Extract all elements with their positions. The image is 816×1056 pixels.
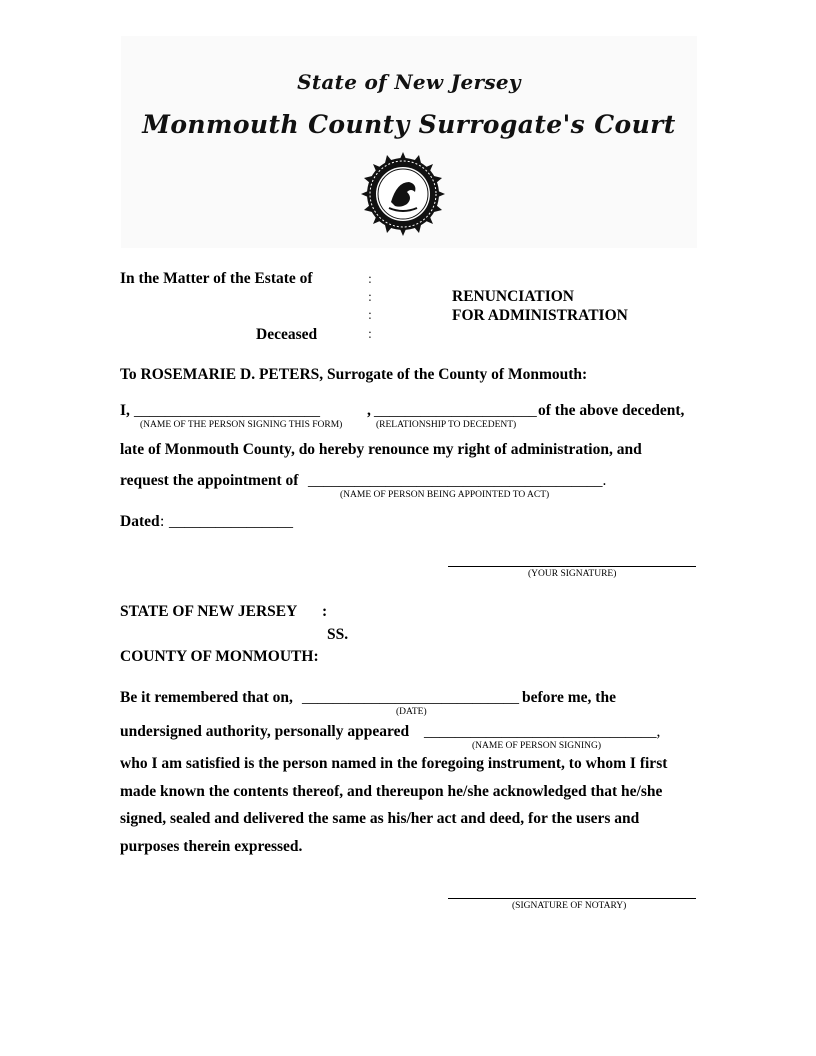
i-label: I,: [120, 402, 130, 419]
your-signature-line[interactable]: [448, 566, 696, 567]
notary-state: STATE OF NEW JERSEY: [120, 603, 298, 620]
notary-date-caption: (DATE): [396, 707, 427, 717]
county-seal-icon: [361, 152, 445, 236]
notary-county: COUNTY OF MONMOUTH:: [120, 648, 319, 665]
signer-name-caption: (NAME OF THE PERSON SIGNING THIS FORM): [140, 420, 343, 430]
before-me-text: before me, the: [522, 689, 616, 706]
relationship-caption: (RELATIONSHIP TO DECEDENT): [376, 420, 517, 430]
notary-signature-caption: (SIGNATURE OF NOTARY): [512, 901, 627, 911]
your-signature-caption: (YOUR SIGNATURE): [528, 569, 617, 579]
form-title-line2: FOR ADMINISTRATION: [452, 307, 628, 324]
caption-colon: :: [368, 272, 372, 287]
renounce-line: late of Monmouth County, do hereby renounce my right of administration, and: [120, 441, 642, 458]
comma: ,: [367, 402, 371, 419]
caption-colon: :: [368, 327, 372, 342]
notary-date-field[interactable]: ____________________________: [302, 689, 519, 706]
notary-ss: SS.: [327, 626, 349, 643]
signer-name-field[interactable]: ________________________: [134, 402, 320, 419]
signer-caption: (NAME OF PERSON SIGNING): [472, 741, 602, 751]
appeared-text: undersigned authority, personally appeared: [120, 723, 410, 740]
signer-field[interactable]: ______________________________,: [424, 723, 661, 740]
dated-label: Dated: [120, 513, 160, 530]
notary-paragraph-line: made known the contents thereof, and thereupon he/she acknowledged that he/she: [120, 783, 663, 800]
deceased-label: Deceased: [256, 326, 318, 343]
appointee-caption: (NAME OF PERSON BEING APPOINTED TO ACT): [340, 490, 550, 500]
appointee-field[interactable]: ______________________________________.: [308, 472, 607, 489]
notary-state-colon: :: [322, 603, 328, 620]
caption-colon: :: [368, 308, 372, 323]
notary-paragraph-line: signed, sealed and delivered the same as his/her act and deed, for the users and: [120, 810, 640, 827]
notary-signature-line[interactable]: [448, 898, 696, 899]
to-surrogate-line: To ROSEMARIE D. PETERS, Surrogate of the County of Monmouth:: [120, 366, 588, 383]
request-label: request the appointment of: [120, 472, 299, 489]
state-title: State of New Jersey: [297, 70, 521, 94]
dated-field[interactable]: ________________: [169, 513, 293, 530]
remembered-text: Be it remembered that on,: [120, 689, 293, 706]
relationship-field[interactable]: _____________________: [374, 402, 537, 419]
caption-colon: :: [368, 290, 372, 305]
dated-colon: :: [160, 513, 165, 530]
form-title-line1: RENUNCIATION: [452, 288, 575, 305]
matter-of-label: In the Matter of the Estate of: [120, 270, 313, 287]
of-decedent-text: of the above decedent,: [538, 402, 685, 419]
notary-paragraph-line: purposes therein expressed.: [120, 838, 303, 855]
letterhead: [121, 36, 697, 248]
court-title: Monmouth County Surrogate's Court: [142, 110, 676, 139]
notary-paragraph-line: who I am satisfied is the person named in the foregoing instrument, to whom I first: [120, 755, 668, 772]
